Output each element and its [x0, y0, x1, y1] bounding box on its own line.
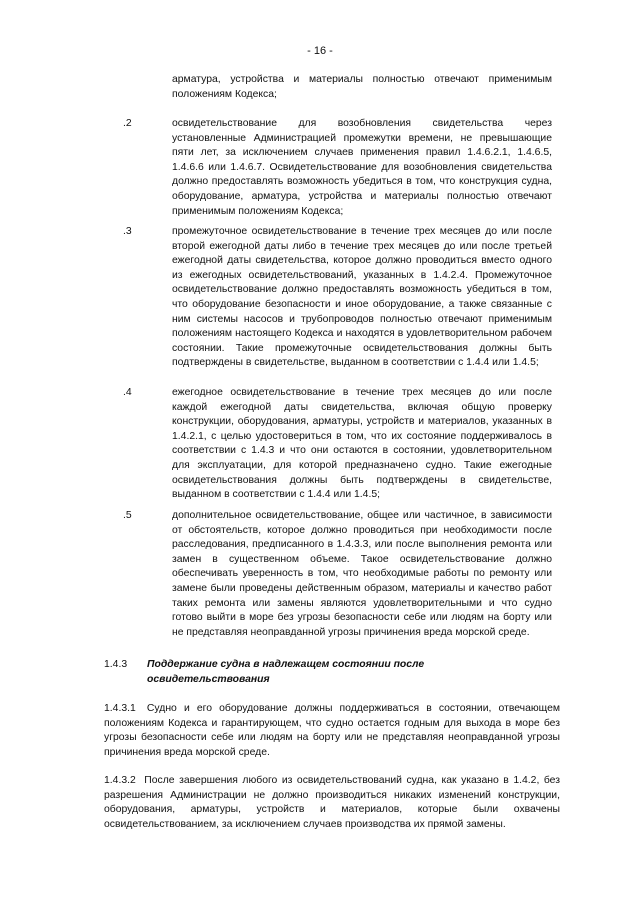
paragraph-number: 1.4.3.1: [104, 703, 136, 714]
list-item-number: .4: [123, 387, 132, 398]
paragraph: [104, 702, 560, 760]
list-item-number: .5: [123, 510, 132, 521]
page-number: - 16 -: [307, 45, 333, 57]
list-item-text: промежуточное освидетельствование в течение трех месяцев до или после второй ежегодной даты либо в течение трех месяцев до или после третьей ежегодной даты свидетельства, которое должно проводиться вместо одного из ежегодных освидетельствований, указанных в 1.4.2.4. Промежуточное освидетельствование должно предоставлять возможность убедиться в том, что оборудование безопасности и иное оборудование, а также связанные с ним системы насосов и трубопроводов полностью отвечают применимым положениям настоящего Кодекса и находятся в удовлетворительном рабочем состоянии. Такие промежуточные освидетельствования должны быть подтверждены в свидетельстве, выданном в соответствии с 1.4.4 или 1.4.5;: [172, 226, 552, 369]
section-title: Поддержание судна в надлежащем состоянии после освидетельствования: [147, 659, 425, 685]
list-item-text: ежегодное освидетельствование в течение трех месяцев до или после каждой ежегодной даты свидетельства, включая общую проверку конструкции, оборудования, арматуры, устройств и материалов, указанных в 1.4.2.1, с целью удостовериться в том, что их состояние поддерживалось в соответствии с 1.4.3 и что они остаются в состоянии, удовлетворительном для эксплуатации, для которой предназначено судно. Такие ежегодные освидетельствования должны быть подтверждены в свидетельстве, выданном в соответствии с 1.4.4 или 1.4.5;: [172, 387, 552, 501]
list-item-text: дополнительное освидетельствование, общее или частичное, в зависимости от обстоятельств, которое должно проводиться при необходимости после расследования, предписанного в 1.4.3.3, или после выполнения ремонта или замен в существенном объеме. Такое освидетельствование должно обеспечивать уверенность в том, что необходимые работы по ремонту или замене были проведены действенным образом, материалы и качество работ таких ремонта или замены являются удовлетворительными и что судно готово выйти в море без угрозы безопасности себе или людям на борту или не представляя неоправданной угрозы причинения вреда морской среде.: [172, 510, 552, 638]
paragraph: [104, 774, 560, 832]
list-item-number: .2: [123, 118, 132, 129]
list-item-number: .3: [123, 226, 132, 237]
paragraph-text: Судно и его оборудование должны поддерживаться в состоянии, отвечающем положениям Кодекса и гарантирующем, что судно остается годным для выхода в море без угрозы безопасности себе или людям на борту или не представляя неоправданной угрозы причинения вреда морской среде.: [104, 703, 560, 758]
paragraph-text: После завершения любого из освидетельствований судна, как указано в 1.4.2, без разрешения Администрации не должно производиться никаких изменений конструкции, оборудования, арматуры, устройств и материалов, которые были охвачены освидетельствованием, за исключением случаев производства их прямой замены.: [104, 775, 560, 830]
section-number: 1.4.3: [104, 659, 128, 670]
continuation-text: арматура, устройства и материалы полностью отвечают применимым положениям Кодекса;: [172, 74, 552, 100]
list-item-text: освидетельствование для возобновления свидетельства через установленные Администрацией промежутки времени, не превышающие пяти лет, за исключением случаев применения правил 1.4.6.2.1, 1.4.6.5, 1.4.6.6 или 1.4.6.7. Освидетельствование для возобновления свидетельства должно предоставлять возможность убедиться в том, что конструкция судна, оборудование, арматура, устройства и материалы полностью отвечают применимым положениям Кодекса;: [172, 118, 552, 217]
paragraph-number: 1.4.3.2: [104, 775, 136, 786]
